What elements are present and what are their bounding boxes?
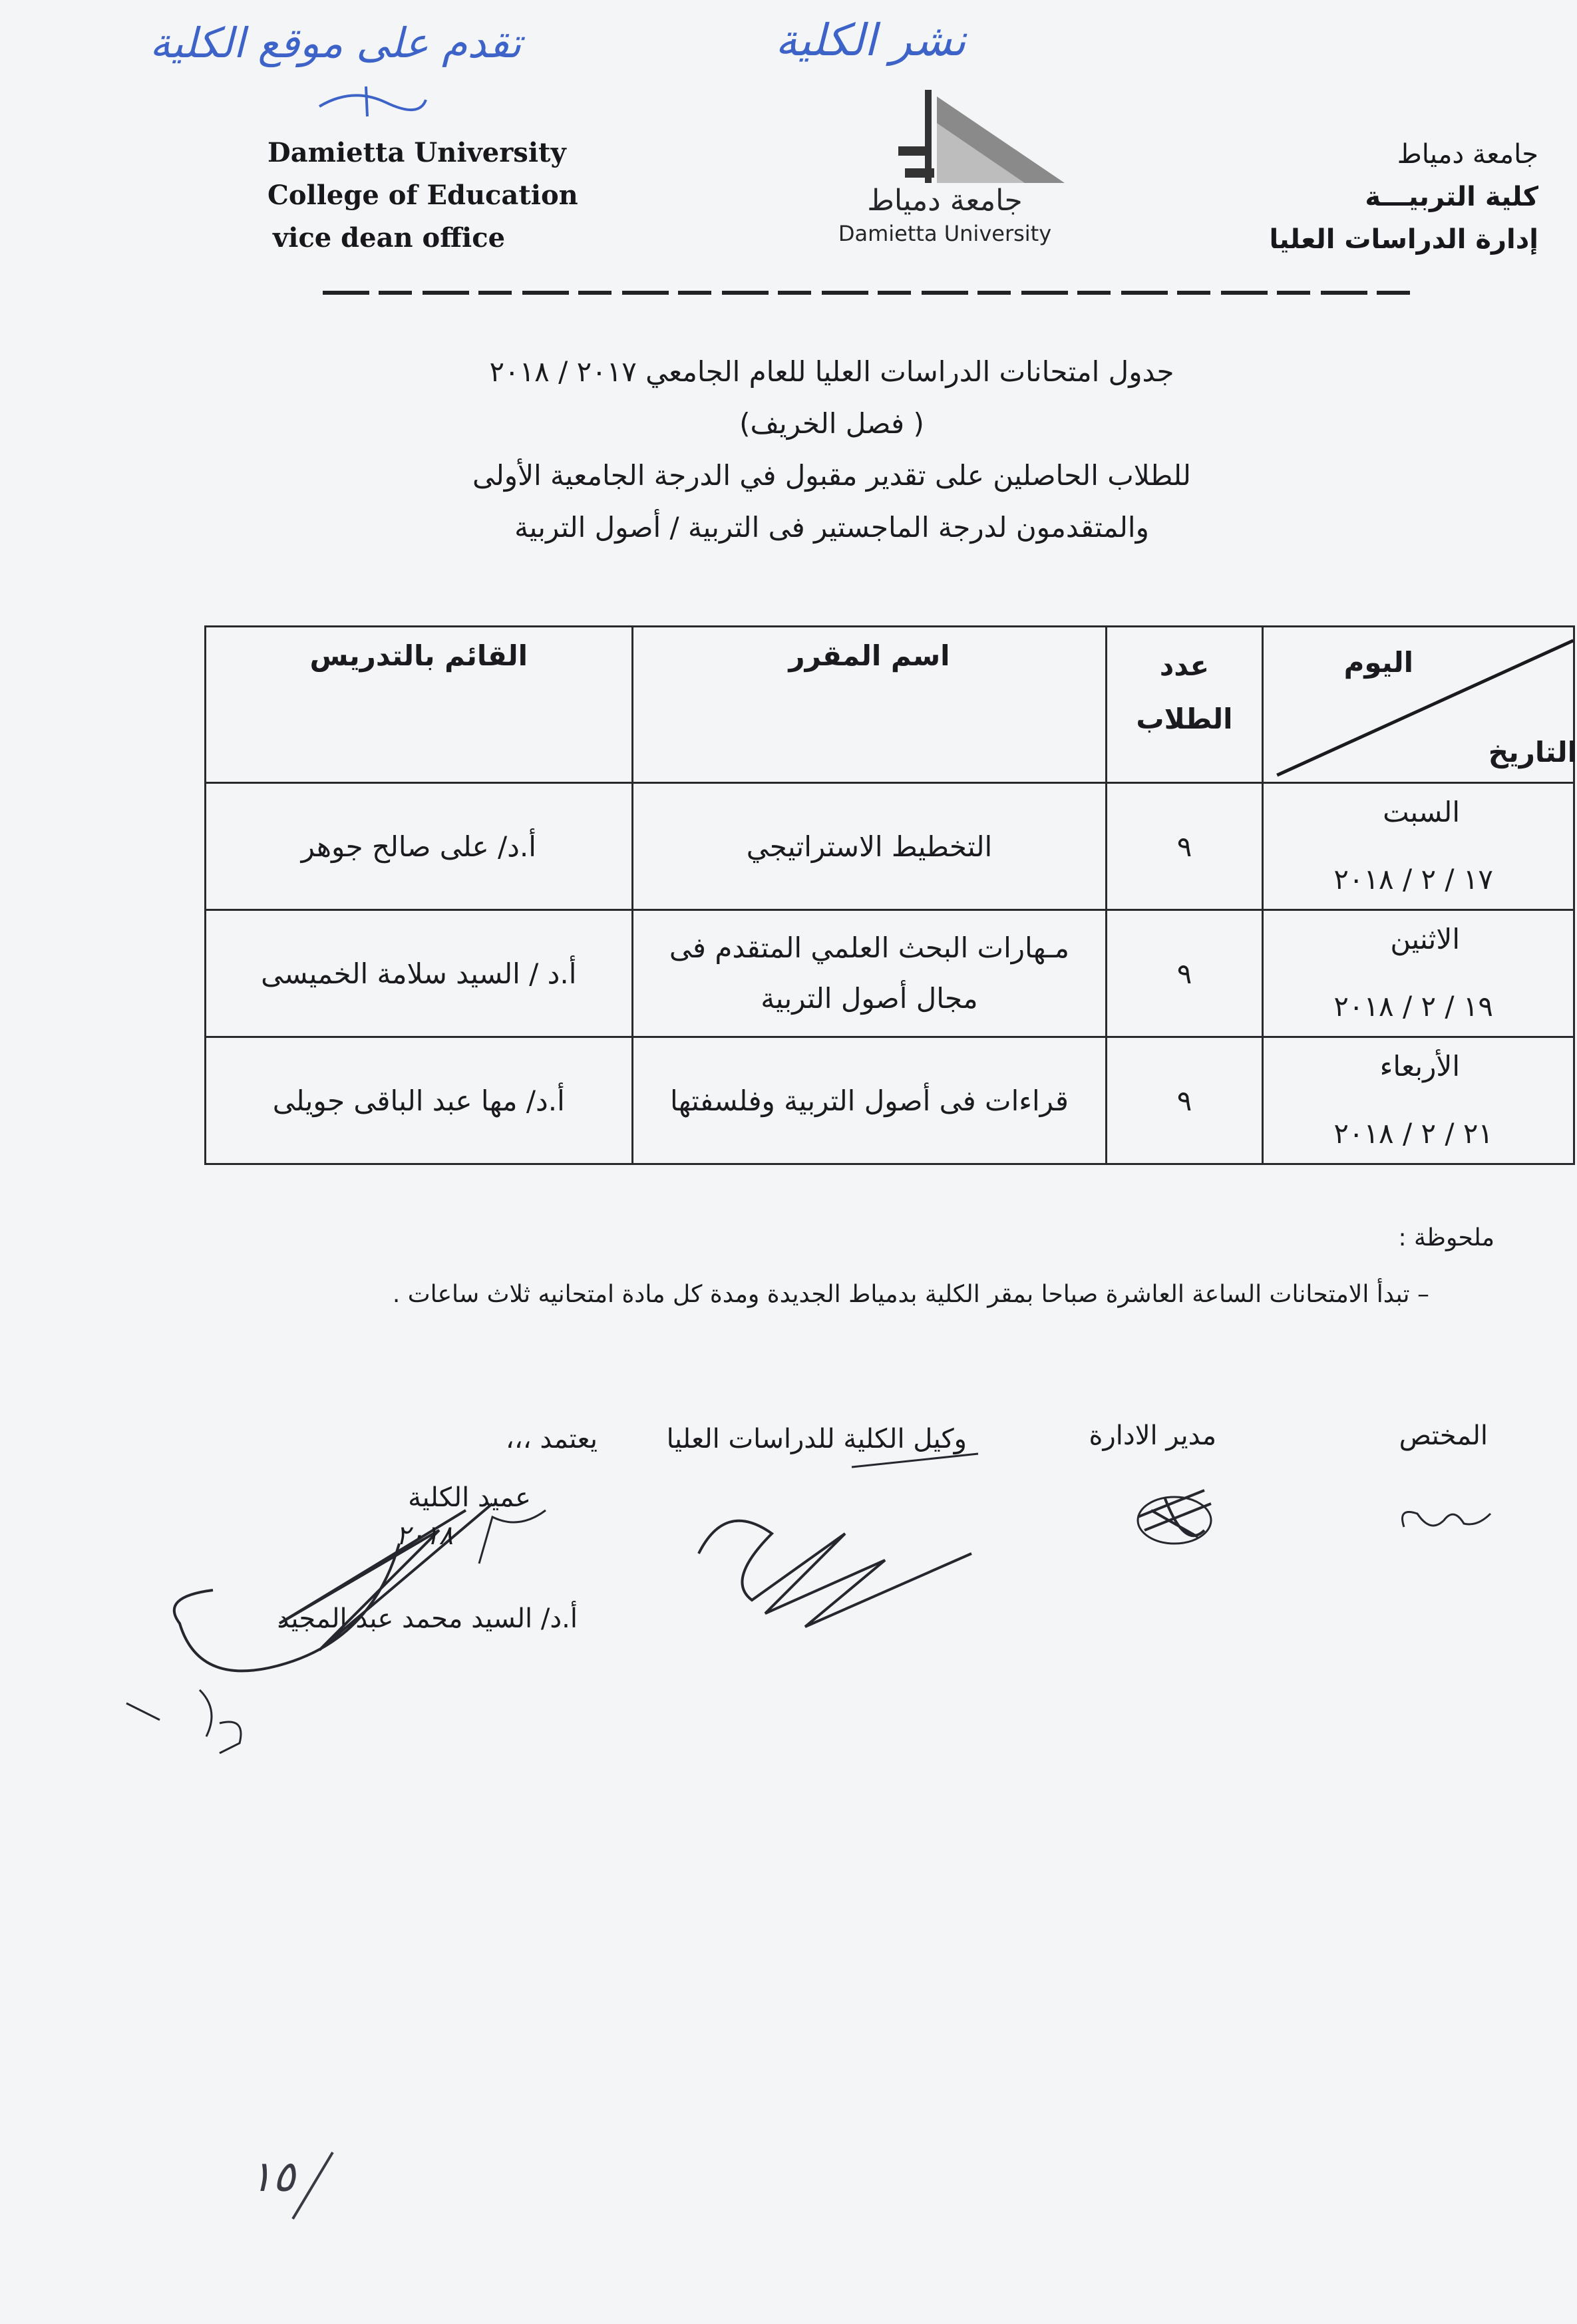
note-title: ملحوظة : xyxy=(1398,1224,1494,1251)
title-line-2: ( فصل الخريف) xyxy=(739,407,924,440)
college-name-ar: كلية التربيـــة xyxy=(1365,182,1538,212)
page-number-stroke xyxy=(279,2146,339,2226)
header-instructor: القائم بالتدريس xyxy=(206,627,633,783)
logo-text-ar: جامعة دمياط xyxy=(867,184,1023,218)
header-divider xyxy=(323,291,1414,295)
handwritten-note-top-center: نشر الكلية xyxy=(775,15,966,66)
day-date-cell xyxy=(1262,1037,1574,1164)
day-date-cell xyxy=(1262,910,1574,1037)
student-count: ٩ xyxy=(1107,1037,1262,1164)
page-number: ١٥ xyxy=(250,2152,295,2202)
vice-dean-signature xyxy=(685,1447,985,1633)
table-row xyxy=(206,783,1574,910)
table-row xyxy=(206,1037,1574,1164)
department-name-ar: إدارة الدراسات العليا xyxy=(1269,224,1538,255)
dean-signature-date: ٢٠١٨ xyxy=(396,1520,453,1551)
signature-vice-dean-label: وكيل الكلية للدراسات العليا xyxy=(666,1424,967,1454)
header-day-date xyxy=(1262,627,1577,783)
signature-dean-label: عميد الكلية xyxy=(408,1482,531,1513)
header-student-count: عدد الطلاب xyxy=(1107,627,1262,783)
exam-date: ١٧ / ٢ / ٢٠١٨ xyxy=(1333,863,1493,896)
signature-admin-director-label: مدير الادارة xyxy=(1089,1420,1216,1451)
title-line-1: جدول امتحانات الدراسات العليا للعام الجامعي ٢٠١٧ / ٢٠١٨ xyxy=(489,355,1174,388)
student-count: ٩ xyxy=(1107,910,1262,1037)
exam-schedule-table xyxy=(204,625,1575,1165)
admin-director-signature xyxy=(1125,1470,1224,1557)
exam-date: ٢١ / ٢ / ٢٠١٨ xyxy=(1333,1117,1493,1150)
handwritten-note-top-left: تقدم على موقع الكلية xyxy=(150,19,522,67)
header-day: اليوم xyxy=(1343,646,1413,679)
note-text: – تبدأ الامتحانات الساعة العاشرة صباحا بمقر الكلية بدمياط الجديدة ومدة كل مادة امتحانيه ثلاث ساعات . xyxy=(392,1281,1429,1308)
title-line-4: والمتقدمون لدرجة الماجستير فى التربية / أصول التربية xyxy=(514,511,1149,544)
document-title xyxy=(373,346,1291,554)
header-date: التاريخ xyxy=(1488,736,1577,768)
day-name: السبت xyxy=(1383,796,1460,828)
signature-approve-label: يعتمد ،،، xyxy=(505,1424,598,1454)
instructor-name: أ.د/ على صالح جوهر xyxy=(206,783,633,910)
english-header xyxy=(267,132,578,259)
college-name-en: College of Education xyxy=(267,180,578,211)
university-name-ar: جامعة دمياط xyxy=(1397,139,1538,170)
course-name: مـهارات البحث العلمي المتقدم فى مجال أصول التربية xyxy=(632,910,1107,1037)
instructor-name: أ.د / السيد سلامة الخميسى xyxy=(206,910,633,1037)
university-name-en: Damietta University xyxy=(267,137,566,168)
course-name: التخطيط الاستراتيجي xyxy=(632,783,1107,910)
specialist-signature xyxy=(1391,1487,1497,1547)
exam-date: ١٩ / ٢ / ٢٠١٨ xyxy=(1333,990,1493,1023)
office-name-en: vice dean office xyxy=(273,222,506,253)
day-name: الاثنين xyxy=(1390,923,1460,955)
title-line-3: للطلاب الحاصلين على تقدير مقبول في الدرجة الجامعية الأولى xyxy=(472,459,1191,492)
signature-dean-name: أ.د/ السيد محمد عبد المجيد xyxy=(277,1603,578,1634)
signature-specialist-label: المختص xyxy=(1399,1420,1488,1451)
instructor-name: أ.د/ مها عبد الباقى جويلى xyxy=(206,1037,633,1164)
arabic-header xyxy=(1269,133,1538,261)
table-header-row xyxy=(206,627,1574,783)
day-date-cell xyxy=(1262,783,1574,910)
table-row xyxy=(206,910,1574,1037)
header-course-name: اسم المقرر xyxy=(632,627,1107,783)
dean-signature xyxy=(120,1490,546,1770)
day-name: الأربعاء xyxy=(1379,1050,1460,1082)
handwritten-underline xyxy=(313,80,433,120)
course-name: قراءات فى أصول التربية وفلسفتها xyxy=(632,1037,1107,1164)
logo-text-en: Damietta University xyxy=(838,221,1052,246)
student-count: ٩ xyxy=(1107,783,1262,910)
